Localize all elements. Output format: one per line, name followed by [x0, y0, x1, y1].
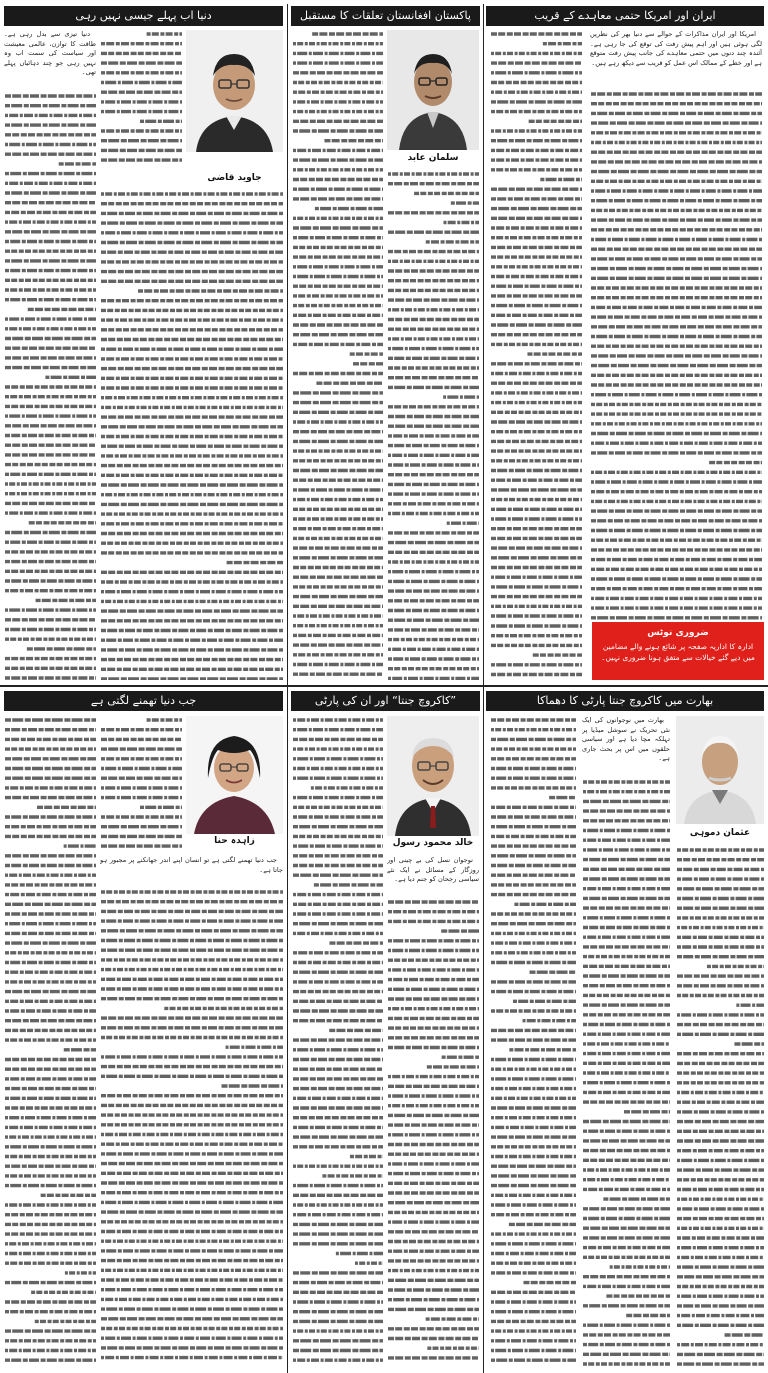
article-body-text — [100, 30, 182, 170]
article-body-text — [590, 90, 762, 620]
body-text-lines — [4, 92, 96, 680]
article-body-text — [387, 170, 479, 680]
article-intro: امریکا اور ایران مذاکرات کے حوالے سے دنیا بھر کی نظریں لگی ہوئی ہیں اور اہم پیش رفت کی توقع کی جا رہی ہے۔ آئندہ چند دنوں میں حتمی معاہدے کی جانب پیش رفت متوقع ہے اور خطے کے ممالک اس عمل کو قریب سے دیکھ رہے ہیں۔ — [590, 30, 762, 67]
article-body-text — [676, 846, 764, 1366]
article-headline: بھارت میں کاکروچ جنتا پارٹی کا دھماکا — [486, 691, 764, 711]
body-text-lines — [100, 30, 182, 170]
body-text-lines — [387, 898, 479, 1366]
author-byline: جاوید قاضی — [207, 173, 262, 183]
author-byline: زاہدہ حنا — [214, 836, 255, 846]
article-body-text — [100, 716, 182, 856]
body-text-lines — [590, 90, 762, 620]
article-body-text — [490, 716, 576, 1366]
author-byline: سلمان عابد — [407, 153, 459, 163]
author-byline: عثمان دموہی — [689, 828, 751, 838]
body-text-lines — [387, 170, 479, 680]
article-body-text — [387, 898, 479, 1366]
article-headline: ”کاکروچ جنتا“ اور ان کی پارٹی — [291, 691, 480, 711]
article-headline: ایران اور امریکا حتمی معاہدے کے قریب — [486, 6, 764, 26]
article-body-text — [100, 190, 283, 680]
body-text-lines — [292, 30, 383, 680]
notice-title: ضروری نوٹس — [647, 628, 709, 638]
article-intro: جب دنیا تھمنے لگتی ہے تو انسان اپنے اندر جھانکنے پر مجبور ہو جاتا ہے۔ — [100, 856, 283, 874]
body-text-lines — [490, 622, 582, 682]
article-body-text — [490, 30, 582, 620]
article-body-text — [292, 30, 383, 680]
author-portrait-icon — [676, 716, 764, 824]
author-portrait-icon — [387, 716, 479, 836]
body-text-lines — [100, 888, 283, 1366]
body-text-lines — [100, 716, 182, 856]
body-text-lines — [676, 846, 764, 1366]
author-portrait-icon — [186, 716, 283, 834]
author-byline: خالد محمود رسول — [392, 838, 474, 848]
author-photo — [186, 30, 283, 152]
column-rule — [287, 4, 288, 1373]
notice-box — [592, 622, 764, 680]
article-headline: پاکستان افغانستان تعلقات کا مستقبل — [291, 6, 480, 26]
body-text-lines — [4, 716, 96, 1366]
article-body-text — [4, 92, 96, 680]
article-headline: جب دنیا تھمنے لگتی ہے — [4, 691, 283, 711]
article-body-text — [100, 888, 283, 1366]
body-text-lines — [582, 778, 670, 1366]
article-intro: بھارت میں نوجوانوں کی ایک نئی تحریک نے سوشل میڈیا پر تہلکہ مچا دیا ہے اور سیاسی حلقوں میں اس پر بحث جاری ہے۔ — [582, 716, 670, 762]
body-text-lines — [490, 716, 576, 1366]
author-photo — [387, 716, 479, 836]
body-text-lines — [490, 30, 582, 620]
author-portrait-icon — [387, 30, 479, 150]
article-intro: دنیا تیزی سے بدل رہی ہے۔ طاقت کا توازن، عالمی معیشت اور سیاست کی سمت اب وہ نہیں رہی جو چند دہائیاں پہلے تھی۔ — [4, 30, 96, 76]
article-body-text — [582, 778, 670, 1366]
article-body-text — [490, 622, 582, 682]
notice-body: ادارہ کا اداریہ صفحہ پر شائع ہونے والے مضامین میں دیے گئے خیالات سے متفق ہونا ضروری نہیں۔ — [601, 642, 755, 662]
row-rule — [0, 685, 768, 687]
author-photo — [676, 716, 764, 824]
author-photo — [387, 30, 479, 150]
column-rule — [483, 4, 484, 1373]
author-portrait-icon — [186, 30, 283, 152]
body-text-lines — [292, 716, 383, 1366]
author-photo — [186, 716, 283, 834]
body-text-lines — [100, 190, 283, 680]
article-intro: نوجوان نسل کی بے چینی اور روزگار کے مسائل نے ایک نئے سیاسی رجحان کو جنم دیا ہے۔ — [387, 856, 479, 883]
article-body-text — [292, 716, 383, 1366]
article-body-text — [4, 716, 96, 1366]
article-headline: دنیا اب پہلے جیسی نہیں رہی — [4, 6, 283, 26]
